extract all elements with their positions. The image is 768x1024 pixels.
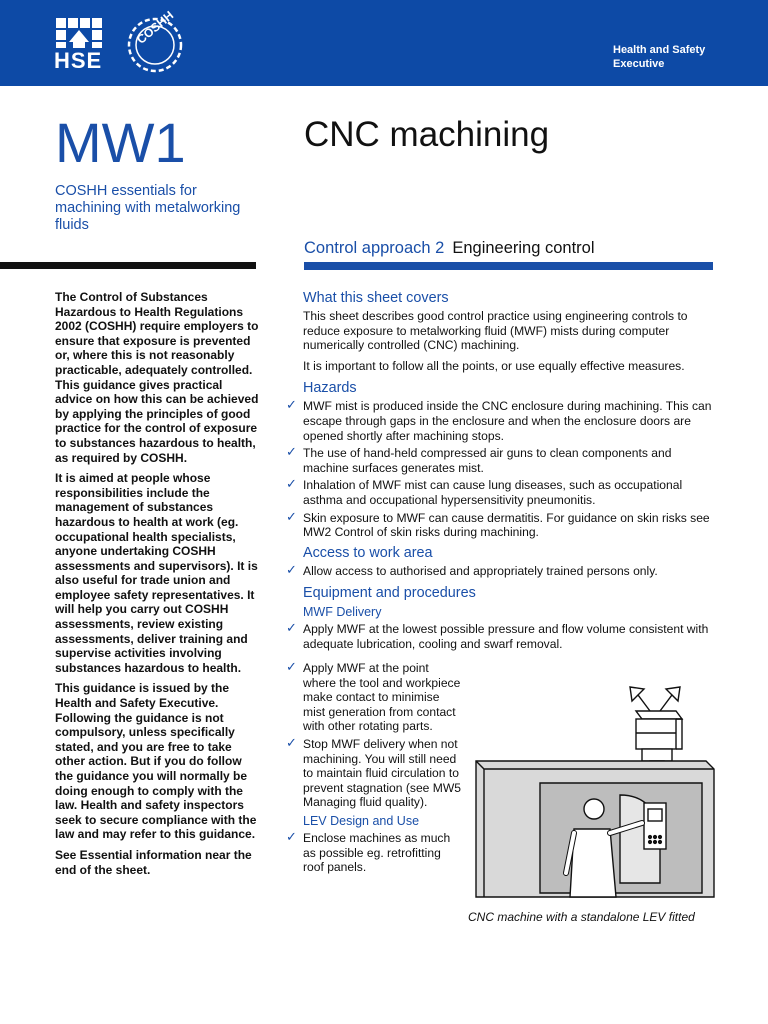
hazard-text: Skin exposure to MWF can cause dermatitis. For guidance on skin risks see MW2 Control of skin risks during machining.: [303, 510, 710, 540]
narrow-content: [286, 661, 461, 878]
organisation-name: [613, 43, 705, 71]
section-heading-equipment: Equipment and procedures: [303, 585, 476, 602]
access-text: Allow access to authorised and appropriately trained persons only.: [303, 563, 658, 578]
sheet-code: MW1: [55, 111, 186, 174]
right-divider-bar: [304, 262, 713, 270]
section-heading-covers: What this sheet covers: [303, 290, 449, 306]
check-icon: ✓: [286, 620, 297, 636]
hazard-item: [286, 446, 716, 475]
hazard-item: [286, 478, 716, 507]
control-approach: Control approach 2: [304, 239, 445, 257]
check-icon: ✓: [286, 659, 297, 674]
organisation-line-2: Executive: [613, 58, 665, 70]
intro-paragraph: This guidance is issued by the Health and Safety Executive. Following the guidance is not compulsory, unless specifically stated, and you are free to take other action. But if you do follow the guidance you will normally be doing enough to comply with the law. Health and safety inspectors seek to secure compliance with the law and may refer to this guidance.: [55, 681, 257, 842]
subheading-mwf-delivery: MWF Delivery: [303, 605, 382, 620]
intro-paragraph: The Control of Substances Hazardous to Health Regulations 2002 (COSHH) require employers to ensure that exposure is prevented or, where this is not reasonably practicable, adequately controlled. This guidance gives practical advice on how this can be achieved by applying the principles of good practice for the control of exposure to substances hazardous to health, as required by COSHH.: [55, 290, 259, 465]
organisation-line-1: Health and Safety: [613, 44, 706, 56]
page-title: CNC machining: [304, 115, 550, 154]
check-icon: ✓: [286, 828, 297, 844]
hazard-text: Inhalation of MWF mist can cause lung diseases, such as occupational asthma and occupational hypersensitivity pneumonitis.: [303, 478, 683, 507]
mwf-text: Apply MWF at the point where the tool and workpiece make contact to minimise mist generation from contact with other rotating parts.: [303, 661, 461, 734]
lev-text: Enclose machines as much as possible eg. retrofitting roof panels.: [303, 830, 451, 875]
lev-item: [286, 828, 461, 875]
mwf-text: Apply MWF at the lowest possible pressure and flow volume consistent with adequate lubrication, cooling and swarf removal.: [303, 622, 709, 651]
access-item: [286, 561, 716, 579]
left-divider-bar: [0, 262, 256, 269]
control-approach-line: [304, 237, 595, 259]
mwf-item: [286, 734, 461, 810]
mwf-text: Stop MWF delivery when not machining. You will still need to maintain fluid circulation to prevent stagnation (see MW5 Managing fluid quality).: [303, 736, 461, 810]
check-icon: ✓: [286, 397, 297, 413]
intro-paragraph: It is aimed at people whose responsibilities include the management of substances hazardous to health at work (eg. occupational health specialists, anyone undertaking COSHH assessments and supervisors). It is also useful for trade union and employee safety representatives. It will help you carry out COSHH assessments, review existing assessments, deliver training and supervise activities involving substances hazardous to health.: [55, 471, 258, 675]
check-icon: ✓: [286, 734, 297, 750]
hazard-text: MWF mist is produced inside the CNC enclosure during machining. This can escape through gaps in the enclosure and when the enclosure doors are opened shortly after machining stops.: [303, 399, 712, 443]
hazard-item: [286, 399, 716, 443]
figure-caption: CNC machine with a standalone LEV fitted: [468, 910, 695, 924]
section-heading-hazards: Hazards: [303, 380, 357, 397]
check-icon: ✓: [286, 476, 297, 492]
intro-column: [55, 290, 260, 883]
hazard-text: The use of hand-held compressed air guns to clean components and machine surfaces generates mist.: [303, 446, 672, 475]
main-content: [286, 289, 716, 655]
cnc-machine-illustration: [470, 683, 720, 905]
subheading-lev: LEV Design and Use: [303, 813, 420, 828]
sheet-subtitle: COSHH essentials for machining with metalworking fluids: [55, 183, 241, 234]
check-icon: ✓: [286, 508, 297, 524]
intro-paragraph: See Essential information near the end of the sheet.: [55, 847, 252, 877]
check-icon: ✓: [286, 444, 297, 460]
mwf-item: [286, 661, 461, 734]
mwf-item: [286, 622, 716, 651]
covers-paragraph: This sheet describes good control practice using engineering controls to reduce exposure to metalworking fluid (MWF) mists during computer numerically controlled (CNC) machining.: [303, 309, 688, 353]
control-type: Engineering control: [452, 239, 595, 257]
hazard-item: [286, 508, 716, 540]
coshh-logo-text: COSHH: [134, 8, 177, 47]
section-heading-access: Access to work area: [303, 544, 433, 561]
check-icon: ✓: [286, 561, 297, 577]
hse-logo-text: HSE: [54, 48, 103, 73]
covers-paragraph: It is important to follow all the points, or use equally effective measures.: [303, 358, 685, 373]
